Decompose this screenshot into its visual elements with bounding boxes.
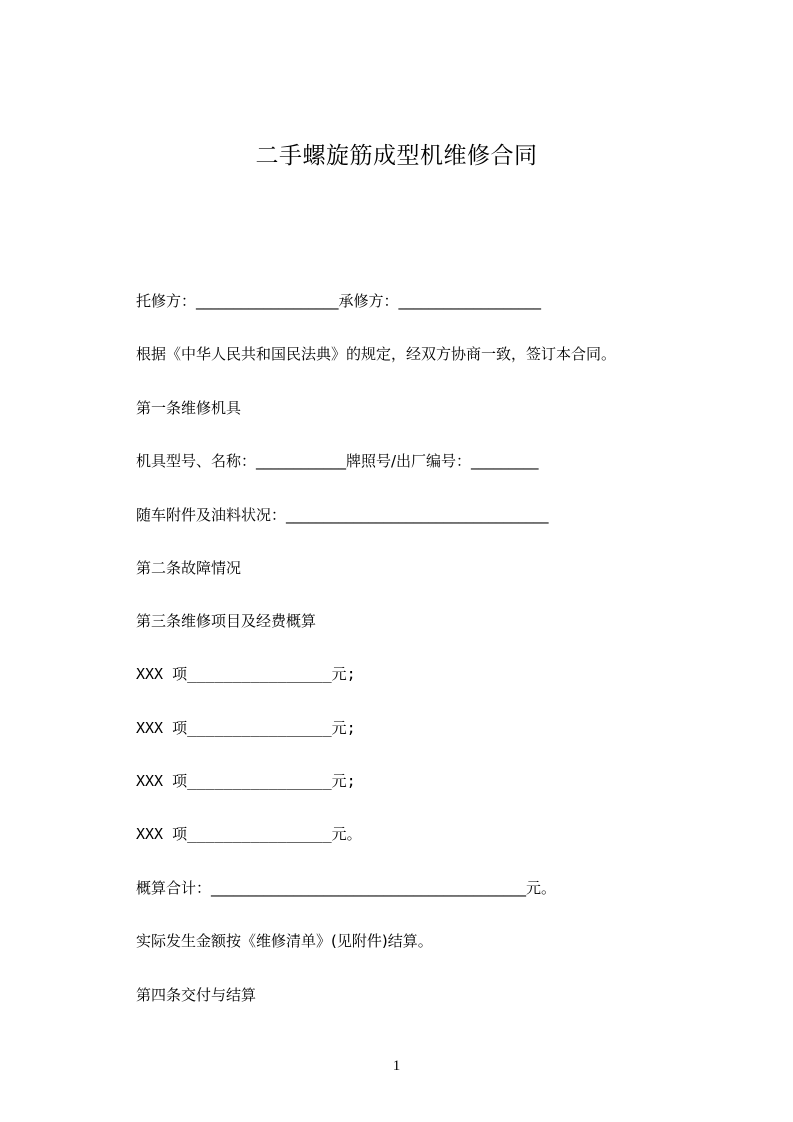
repair-item-line-1: XXX 项________________元; [136, 665, 356, 683]
page-number: 1 [392, 1058, 401, 1074]
article-4-heading: 第四条交付与结算 [136, 986, 257, 1004]
legal-basis-line: 根据《中华人民共和国民法典》的规定，经双方协商一致，签订本合同。 [136, 345, 617, 363]
repair-item-line-4: XXX 项________________元。 [136, 825, 362, 843]
parties-line: 托修方：___________________承修方：___________________ [136, 292, 542, 310]
repair-item-line-2: XXX 项________________元; [136, 719, 356, 737]
accessories-line: 随车附件及油料状况：___________________________________ [136, 506, 549, 524]
document-title: 二手螺旋筋成型机维修合同 [255, 143, 538, 169]
repair-item-line-3: XXX 项________________元; [136, 772, 356, 790]
article-1-heading: 第一条维修机具 [136, 399, 242, 417]
article-3-heading: 第三条维修项目及经费概算 [136, 612, 317, 630]
actual-amount-line: 实际发生金额按《维修清单》(见附件)结算。 [136, 932, 433, 950]
article-2-heading: 第二条故障情况 [136, 559, 242, 577]
estimate-total-line: 概算合计：__________________________________________元。 [136, 879, 557, 897]
machine-model-line: 机具型号、名称：____________牌照号/出厂编号：_________ [136, 452, 539, 470]
